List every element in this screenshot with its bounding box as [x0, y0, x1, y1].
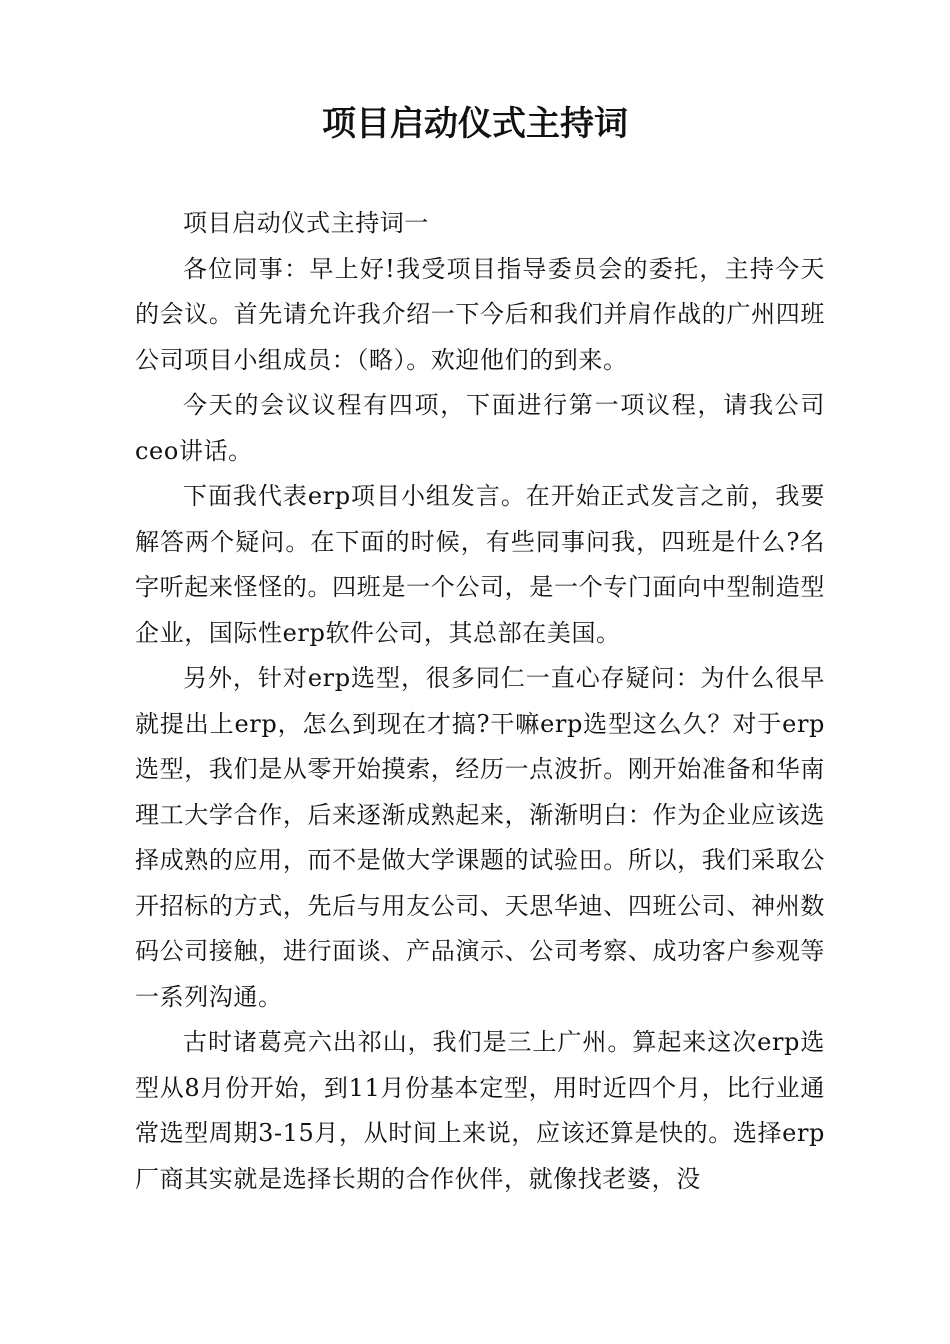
- document-title: 项目启动仪式主持词: [322, 104, 628, 144]
- paragraph-subtitle: 项目启动仪式主持词一: [183, 209, 429, 237]
- paragraph-agenda: 今天的会议议程有四项，下面进行第一项议程，请我公司ceo讲话。: [135, 391, 825, 465]
- paragraph-company-intro: 下面我代表erp项目小组发言。在开始正式发言之前，我要解答两个疑问。在下面的时候，有些同事问我，四班是什么?名字听起来怪怪的。四班是一个公司，是一个专门面向中型制造型企业，国际性erp软件公司，其总部在美国。: [135, 482, 825, 647]
- paragraph-greeting: 各位同事：早上好!我受项目指导委员会的委托，主持今天的会议。首先请允许我介绍一下今后和我们并肩作战的广州四班公司项目小组成员：（略）。欢迎他们的到来。: [135, 254, 825, 374]
- paragraph-selection-history: 另外，针对erp选型，很多同仁一直心存疑问：为什么很早就提出上erp，怎么到现在才搞?干嘛erp选型这么久？对于erp选型，我们是从零开始摸索，经历一点波折。刚开始准备和华南理工大学合作，后来逐渐成熟起来，渐渐明白：作为企业应该选择成熟的应用，而不是做大学课题的试验田。所以，我们采取公开招标的方式，先后与用友公司、天思华迪、四班公司、神州数码公司接触，进行面谈、产品演示、公司考察、成功客户参观等一系列沟通。: [135, 664, 825, 1011]
- document-body: [135, 201, 825, 1202]
- paragraph-selection-timeline: 古时诸葛亮六出祁山，我们是三上广州。算起来这次erp选型从8月份开始，到11月份基本定型，用时近四个月，比行业通常选型周期3-15月，从时间上来说，应该还算是快的。选择erp厂商其实就是选择长期的合作伙伴，就像找老婆，没: [135, 1028, 825, 1193]
